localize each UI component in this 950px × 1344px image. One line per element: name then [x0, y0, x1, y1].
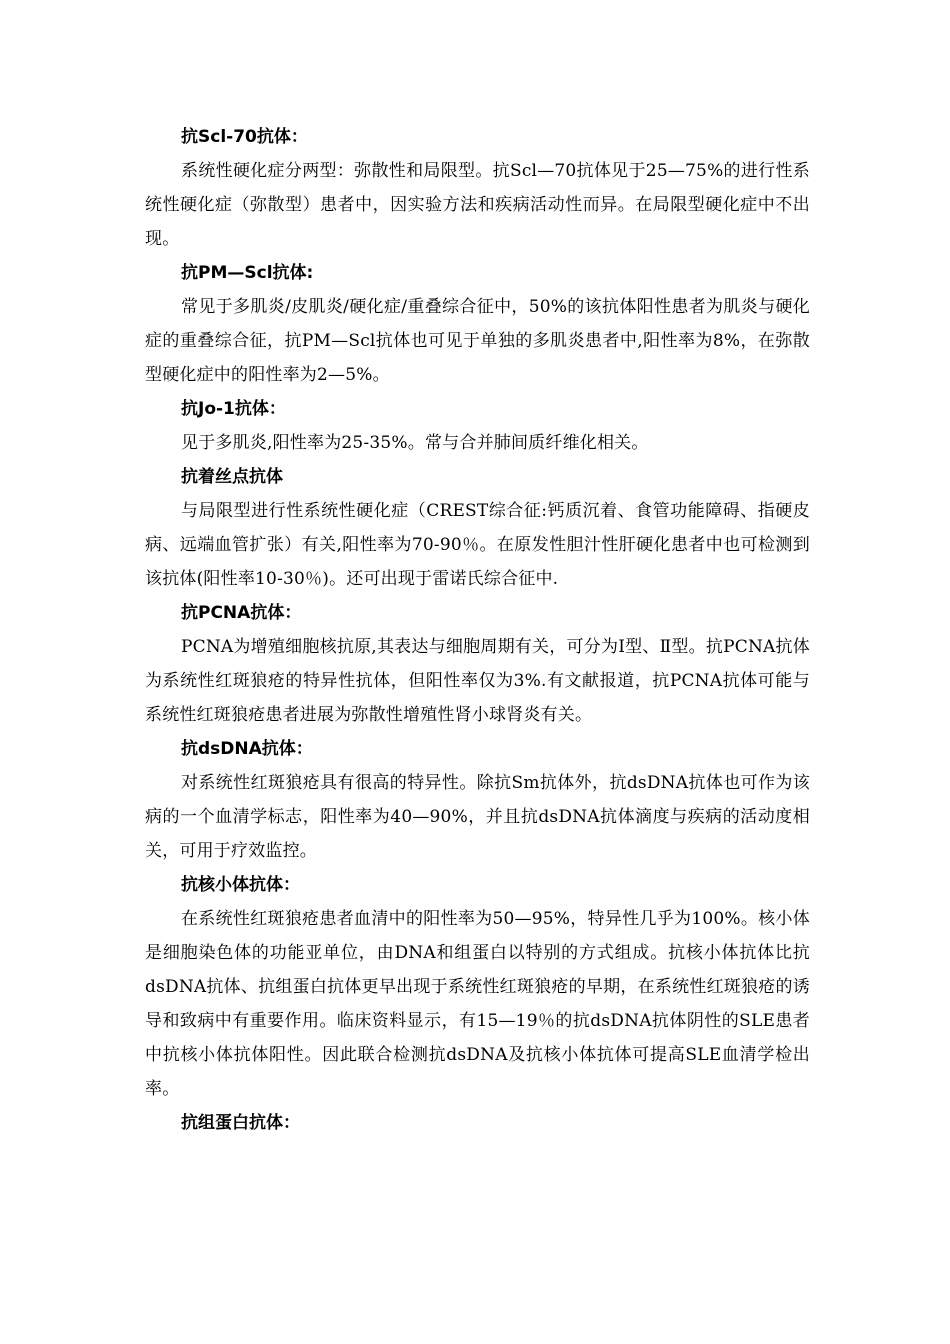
section-paragraph-dsdna: 对系统性红斑狼疮具有很高的特异性。除抗Sm抗体外，抗dsDNA抗体也可作为该病的一个血清学标志，阳性率为40—90%，并且抗dsDNA抗体滴度与疾病的活动度相关，可用于疗效监控。 [145, 773, 810, 861]
section-heading-pcna: 抗PCNA抗体： [181, 603, 302, 623]
section-paragraph-pm-scl: 常见于多肌炎/皮肌炎/硬化症/重叠综合征中，50%的该抗体阳性患者为肌炎与硬化症的重叠综合征，抗PM—Scl抗体也可见于单独的多肌炎患者中,阳性率为8%，在弥散型硬化症中的阳性率为2—5%。 [145, 297, 810, 385]
section-paragraph-centromere: 与局限型进行性系统性硬化症（CREST综合征:钙质沉着、食管功能障碍、指硬皮病、远端血管扩张）有关,阳性率为70-90％。在原发性胆汁性肝硬化患者中也可检测到该抗体(阳性率10-30％)。还可出现于雷诺氏综合征中. [145, 501, 810, 589]
section-heading-nucleosome: 抗核小体抗体： [181, 875, 300, 895]
section-paragraph-nucleosome: 在系统性红斑狼疮患者血清中的阳性率为50—95%，特异性几乎为100%。核小体是细胞染色体的功能亚单位，由DNA和组蛋白以特别的方式组成。抗核小体抗体比抗dsDNA抗体、抗组蛋白抗体更早出现于系统性红斑狼疮的早期，在系统性红斑狼疮的诱导和致病中有重要作用。临床资料显示，有15—19％的抗dsDNA抗体阴性的SLE患者中抗核小体抗体阳性。因此联合检测抗dsDNA及抗核小体抗体可提高SLE血清学检出率。 [145, 909, 810, 1099]
section-paragraph-pcna: PCNA为增殖细胞核抗原,其表达与细胞周期有关，可分为Ⅰ型、Ⅱ型。抗PCNA抗体为系统性红斑狼疮的特异性抗体，但阳性率仅为3%.有文献报道，抗PCNA抗体可能与系统性红斑狼疮患者进展为弥散性增殖性肾小球肾炎有关。 [145, 637, 810, 725]
section-heading-centromere: 抗着丝点抗体 [181, 467, 283, 487]
section-paragraph-scl70: 系统性硬化症分两型：弥散性和局限型。抗Scl—70抗体见于25—75%的进行性系统性硬化症（弥散型）患者中，因实验方法和疾病活动性而异。在局限型硬化症中不出现。 [145, 161, 810, 249]
section-heading-scl70: 抗Scl-70抗体： [181, 127, 308, 147]
document-page [145, 120, 810, 1140]
section-heading-pm-scl: 抗PM—Scl抗体: [181, 263, 314, 283]
section-heading-histone: 抗组蛋白抗体： [181, 1113, 300, 1133]
section-paragraph-jo1: 见于多肌炎,阳性率为25-35%。常与合并肺间质纤维化相关。 [181, 433, 649, 453]
section-heading-dsdna: 抗dsDNA抗体： [181, 739, 313, 759]
section-heading-jo1: 抗Jo-1抗体： [181, 399, 286, 419]
